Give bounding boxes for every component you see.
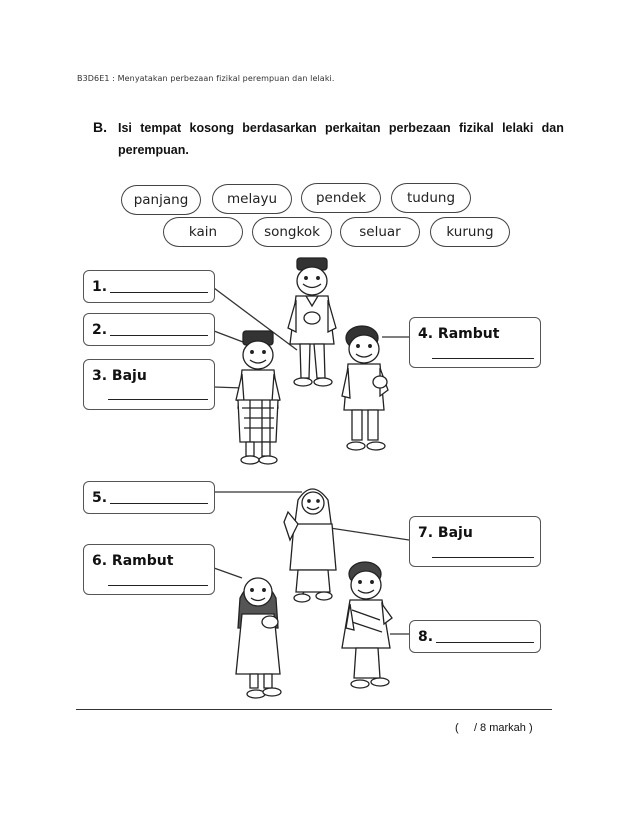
man-sarong-figure: [236, 331, 280, 464]
box-label: 7. Baju: [418, 525, 473, 541]
answer-blank[interactable]: [432, 358, 534, 359]
answer-blank[interactable]: [436, 642, 534, 643]
question-instruction-line2: perempuan.: [118, 143, 189, 157]
answer-blank[interactable]: [432, 557, 534, 558]
box-label: 6. Rambut: [92, 553, 174, 569]
answer-blank[interactable]: [110, 335, 208, 336]
answer-blank[interactable]: [108, 585, 208, 586]
word-bank-kurung: kurung: [430, 217, 510, 247]
box-label: 3. Baju: [92, 368, 147, 384]
instruction-word: lelaki: [502, 121, 534, 135]
answer-box-4: [409, 317, 541, 368]
answer-box-3: [83, 359, 215, 410]
pointer-line-7: [330, 528, 409, 540]
pointer-line-6: [214, 568, 242, 578]
girl-long-hair-figure: [236, 578, 281, 698]
instruction-word: perbezaan: [388, 121, 451, 135]
answer-box-7: [409, 516, 541, 567]
instruction-word: dan: [541, 121, 564, 135]
word-bank-kain: kain: [163, 217, 243, 247]
answer-box-8: [409, 620, 541, 653]
answer-box-6: [83, 544, 215, 595]
answer-box-1: [83, 270, 215, 303]
answer-box-5: [83, 481, 215, 514]
marks-total: ( / 8 markah ): [455, 722, 533, 734]
instruction-word: Isi: [118, 121, 132, 135]
word-bank-seluar: seluar: [340, 217, 420, 247]
girl-kurung-figure: [342, 562, 392, 688]
boy-songkok-figure: [288, 258, 336, 386]
instruction-word: berdasarkan: [242, 121, 317, 135]
box-label: 1.: [92, 279, 108, 295]
word-bank-songkok: songkok: [252, 217, 332, 247]
answer-blank[interactable]: [110, 292, 208, 293]
answer-blank[interactable]: [108, 399, 208, 400]
woman-tudung-figure: [284, 489, 336, 602]
pointer-line-2: [214, 331, 243, 342]
box-label: 2.: [92, 322, 108, 338]
answer-blank[interactable]: [110, 503, 208, 504]
question-letter: B.: [93, 119, 107, 135]
boy-short-hair-figure: [342, 326, 388, 450]
word-bank-tudung: tudung: [391, 183, 471, 213]
box-label: 8.: [418, 629, 434, 645]
standard-code: B3D6E1 : Menyatakan perbezaan fizikal perempuan dan lelaki.: [77, 74, 335, 83]
instruction-word: tempat: [140, 121, 182, 135]
word-bank-pendek: pendek: [301, 183, 381, 213]
box-label: 5.: [92, 490, 108, 506]
bottom-rule: [76, 709, 552, 710]
box-label: 4. Rambut: [418, 326, 500, 342]
word-bank-melayu: melayu: [212, 184, 292, 214]
instruction-word: kosong: [189, 121, 234, 135]
instruction-word: fizikal: [459, 121, 494, 135]
instruction-word: perkaitan: [324, 121, 381, 135]
word-bank-panjang: panjang: [121, 185, 201, 215]
answer-box-2: [83, 313, 215, 346]
